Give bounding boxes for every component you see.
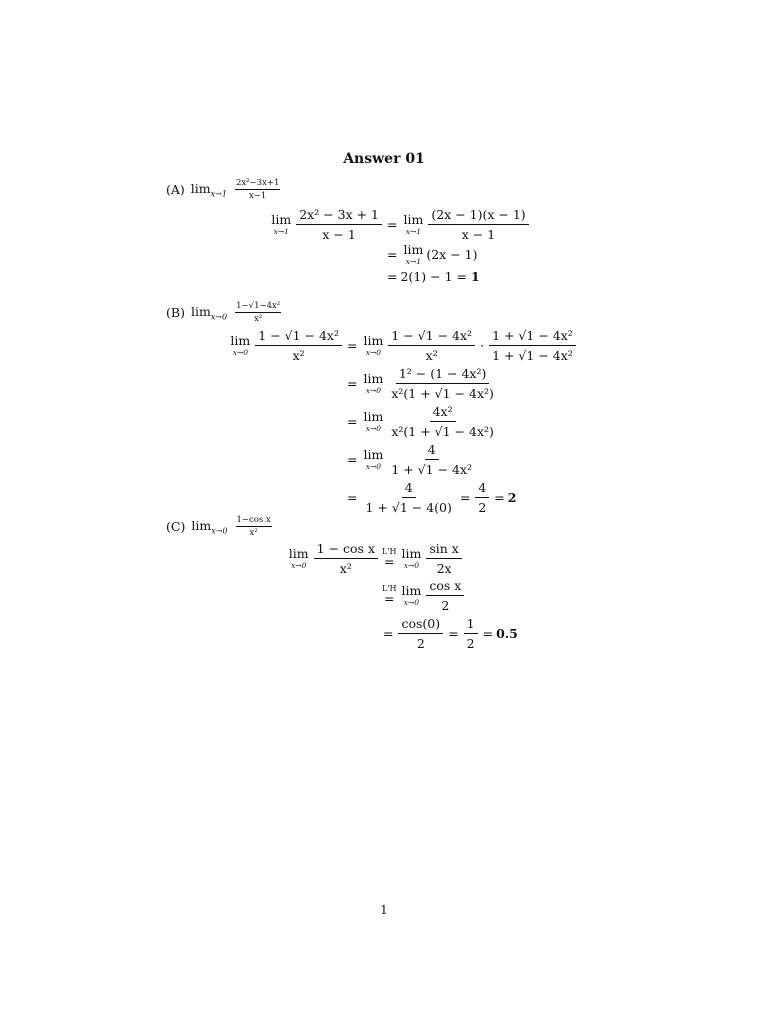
part-c-label: (C) [166, 519, 186, 534]
part-b-statement [166, 301, 283, 324]
equation-row: = lim x→0 $\frac{\text{4x²}}{\text{x²(1 + √1 − 4x²)}}$ [347, 404, 494, 439]
part-b-small-fraction: $\frac{\text{1−√1−4x²}}{\text{x²}}$ [236, 301, 281, 324]
part-a-label: (A) [166, 182, 185, 197]
equation-row: = lim x→0 $\frac{\text{1² − (1 − 4x²)}}{\text{x²(1 + √1 − 4x²)}}$ [347, 366, 494, 401]
part-a-small-fraction: $\frac{\text{2x²−3x+1}}{x-1}$ [235, 178, 280, 201]
equation-row: = lim x→0 $\frac{4}{\text{1 + √1 − 4x²}}$ [347, 442, 473, 477]
part-b-derivation [230, 328, 578, 515]
page-number: 1 [380, 903, 388, 917]
part-a-statement [166, 178, 282, 201]
equation-row: lim x→0 $\frac{\text{1 − √1 − 4x²}}{\text{x²}}$ = lim x→0 $\frac{\text{1 − √1 − 4x²}}{\text{x²}}$ · $\frac{\text{1 + √1 − 4x²}}{\text{1 + √1 − 4x²}}$ [244, 328, 578, 363]
part-c-small-fraction: $\frac{\text{1−cos x}}{\text{x²}}$ [236, 515, 271, 538]
equation-row: = $\frac{4}{1 + √1 - 4(0)}$ = $\frac{4}{2}$ = 2 [347, 480, 517, 515]
equation-row: lim x→1 $\frac{\text{2x² − 3x + 1}}{x - 1}$ = lim x→1 $\frac{(2x - 1)(x - 1)}{x - 1}$ [284, 207, 531, 242]
equation-row: lim x→0 $\frac{\text{1 − cos x}}{\text{x²}}$ L'H = lim x→0 $\frac{\text{sin x}}{2x}$ [298, 541, 518, 576]
answer-value: 1 [470, 269, 480, 284]
limit-symbol: $\lim_{x\to 0}$ [190, 303, 228, 322]
limit-symbol: $\lim_{x\to 0}$ [191, 517, 228, 536]
page-title: Answer 01 [343, 151, 425, 167]
lhopital-equals: L'H = [382, 547, 397, 570]
equation-row: = 2(1) − 1 = 1 [387, 269, 480, 284]
lhopital-equals: L'H = [382, 584, 397, 607]
answer-value: 2 [507, 490, 517, 505]
equation-row: L'H = lim x→0 $\frac{\text{cos x}}{2}$ [298, 578, 518, 613]
equation-row: = $\frac{\cos(0)}{2}$ = $\frac{1}{2}$ = 0.5 [383, 616, 518, 651]
answer-value: 0.5 [496, 626, 518, 641]
part-a-derivation [271, 207, 531, 284]
equation-row: = lim x→1 (2x − 1) [387, 242, 478, 266]
part-c-derivation [288, 541, 518, 651]
limit-symbol: $\lim_{x\to 1}$ [190, 180, 227, 199]
part-b-label: (B) [166, 305, 185, 320]
part-c-statement [166, 515, 274, 538]
